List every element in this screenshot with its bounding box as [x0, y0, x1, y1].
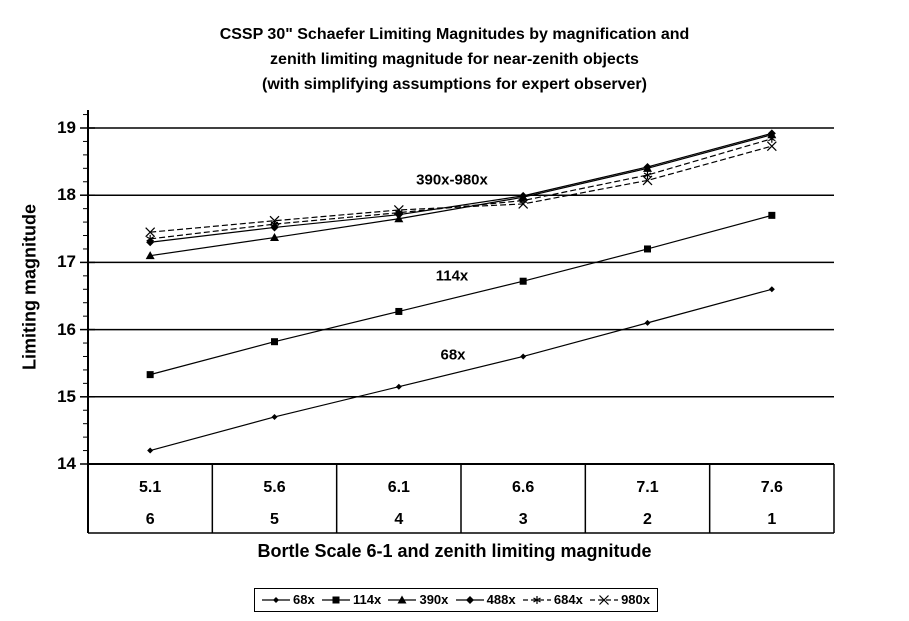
legend-item-114x	[322, 593, 381, 607]
x-axis-zenith-magnitude-label: 6.1	[387, 479, 410, 496]
chart-title	[0, 22, 909, 97]
x-axis-bortle-label: 5	[270, 511, 279, 528]
series-annotation-390x-980x: 390x-980x	[416, 171, 488, 189]
marker-square	[520, 278, 527, 285]
x-axis-bortle-label: 6	[145, 511, 155, 528]
x-axis-zenith-magnitude-label: 5.6	[263, 479, 286, 496]
chart-title-line1: CSSP 30" Schaefer Limiting Magnitudes by magnification and	[219, 26, 690, 43]
marker-square	[332, 597, 339, 604]
legend-marker-asterisk-icon	[523, 594, 551, 606]
marker-diamond	[466, 596, 474, 604]
legend-item-390x	[388, 593, 448, 607]
y-axis-tick-label: 19	[57, 118, 76, 137]
x-axis-bortle-label: 1	[767, 511, 777, 528]
legend-label: 114x	[352, 592, 382, 607]
marker-square	[147, 371, 154, 378]
chart-title-line2: zenith limiting magnitude for near-zenith objects	[270, 51, 639, 68]
legend-item-684x	[523, 593, 583, 607]
y-axis-tick-label: 16	[57, 319, 76, 339]
x-axis-title: Bortle Scale 6-1 and zenith limiting magnitude	[257, 541, 652, 561]
legend-label: 390x	[419, 592, 449, 607]
legend-item-68x	[262, 593, 315, 607]
y-axis-tick-label: 14	[57, 454, 76, 473]
marker-diamond-small	[769, 286, 775, 292]
marker-diamond-small	[396, 384, 402, 390]
marker-square	[768, 212, 775, 219]
y-axis-tick-label: 18	[57, 185, 76, 205]
marker-square	[644, 245, 651, 252]
legend-marker-x-icon	[590, 594, 618, 606]
y-axis-title: Limiting magnitude	[19, 204, 40, 370]
marker-diamond-small	[645, 320, 651, 326]
legend-label: 684x	[553, 592, 583, 607]
marker-diamond-small	[520, 353, 526, 359]
legend-label: 980x	[621, 592, 650, 607]
series-annotation-114x: 114x	[435, 267, 469, 285]
x-axis-zenith-magnitude-label: 5.1	[139, 479, 162, 496]
x-axis-zenith-magnitude-label: 7.1	[636, 479, 659, 496]
x-axis-zenith-magnitude-label: 7.6	[760, 479, 783, 496]
marker-diamond-small	[272, 414, 278, 420]
y-axis-tick-label: 17	[57, 252, 76, 272]
x-axis-zenith-magnitude-label: 6.6	[512, 479, 535, 496]
legend-marker-square-icon	[322, 594, 350, 606]
series-line-68x	[150, 289, 772, 450]
marker-diamond-small	[147, 448, 153, 454]
legend-marker-triangle-icon	[388, 594, 416, 606]
legend-label: 68x	[293, 592, 315, 607]
legend	[254, 588, 658, 612]
legend-item-980x	[590, 593, 650, 607]
series-annotation-68x: 68x	[440, 346, 466, 364]
x-axis-bortle-label: 4	[394, 511, 404, 528]
chart-title-line3: (with simplifying assumptions for expert observer)	[262, 76, 647, 93]
marker-diamond-small	[273, 597, 279, 603]
x-axis-bortle-label: 2	[643, 511, 652, 528]
marker-square	[395, 308, 402, 315]
y-axis-tick-label: 15	[57, 386, 76, 406]
legend-label: 488x	[486, 592, 516, 607]
legend-marker-diamond-small-icon	[262, 594, 290, 606]
legend-marker-diamond-icon	[456, 594, 484, 606]
marker-square	[271, 338, 278, 345]
x-axis-bortle-label: 3	[518, 511, 528, 528]
legend-item-488x	[456, 593, 516, 607]
